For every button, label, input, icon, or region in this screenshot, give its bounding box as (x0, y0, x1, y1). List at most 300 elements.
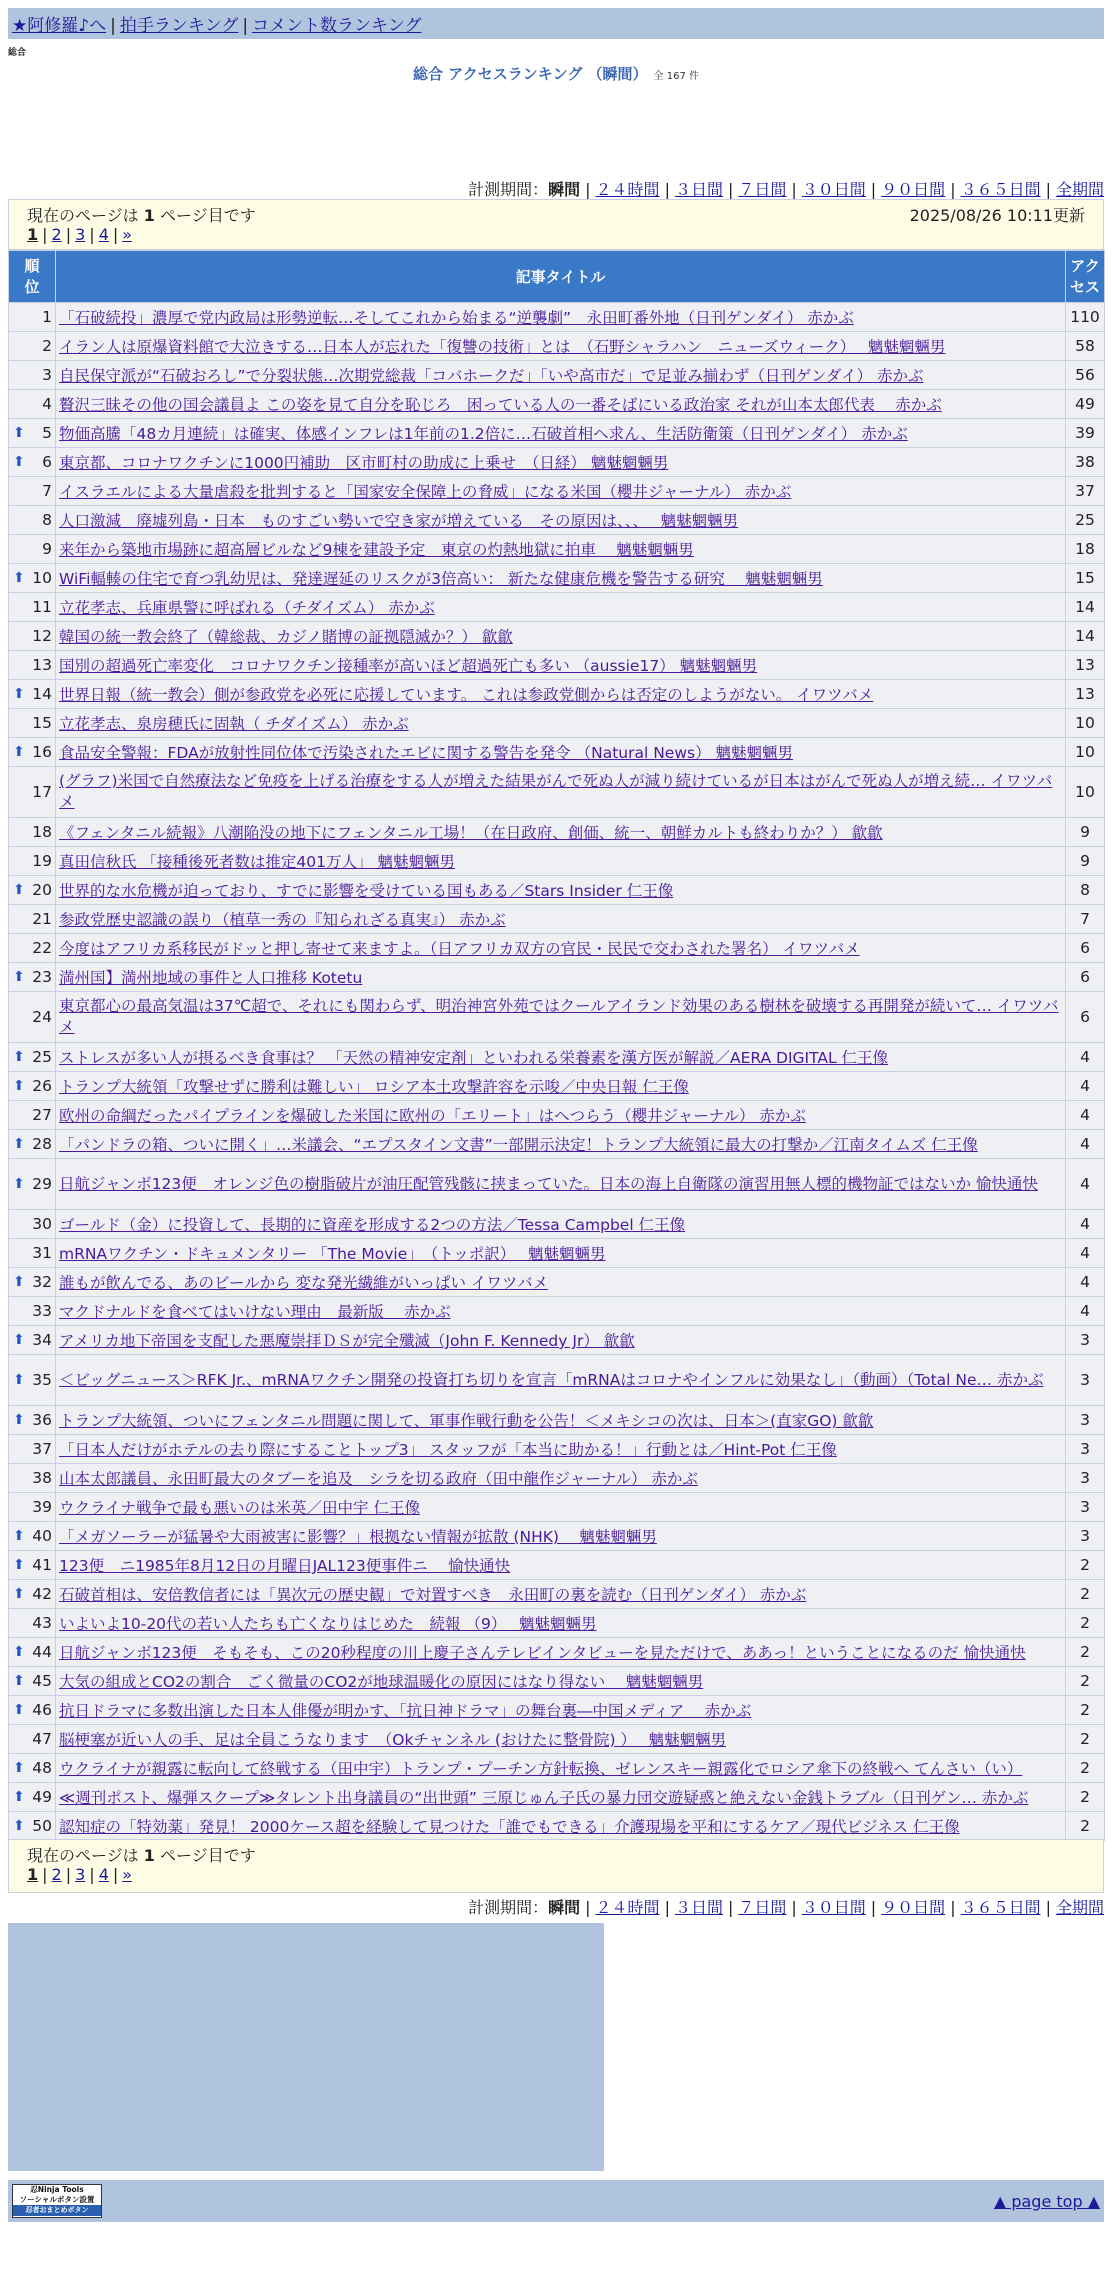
up-arrow-icon: ⬆ (13, 1557, 25, 1573)
table-row (9, 680, 1105, 709)
article-link[interactable]: 自民保守派が“石破おろし”で分裂状態…次期党総裁「コバホークだ」「いや高市だ」で足並み揃わず（日刊ゲンダイ） 赤かぶ (59, 367, 924, 385)
up-arrow-icon: ⬆ (13, 1274, 25, 1290)
rank-number: 47 (32, 1730, 52, 1748)
access-count: 39 (1066, 419, 1105, 448)
up-arrow-icon: ⬆ (13, 1078, 25, 1094)
title-cell (56, 448, 1066, 477)
rank-number: 8 (42, 511, 52, 529)
rank-cell (9, 1725, 56, 1754)
title-cell (56, 1326, 1066, 1355)
rank-cell (9, 1522, 56, 1551)
nav-separator: | (242, 16, 249, 36)
table-row (9, 1522, 1105, 1551)
rank-cell (9, 593, 56, 622)
title-cell (56, 303, 1066, 332)
period-option-link[interactable]: 全期間 (1055, 180, 1104, 199)
up-arrow-icon: ⬆ (13, 1818, 25, 1834)
rank-number: 26 (32, 1077, 52, 1095)
page-link[interactable]: 2 (51, 1865, 62, 1884)
access-count: 15 (1066, 564, 1105, 593)
period-option-link[interactable]: ３０日間 (801, 1898, 866, 1917)
rank-cell (9, 1130, 56, 1159)
current-page-number: 1 (27, 225, 39, 244)
rank-cell (9, 905, 56, 934)
access-count: 3 (1066, 1326, 1105, 1355)
home-link[interactable]: ★阿修羅♪へ (12, 16, 107, 36)
table-row (9, 1783, 1105, 1812)
title-cell (56, 1638, 1066, 1667)
article-link[interactable]: 来年から築地市場跡に超高層ビルなど9棟を建設予定 東京の灼熱地獄に拍車 魑魅魍魎男 (59, 541, 694, 559)
article-link[interactable]: 韓国の統一教会終了（韓総裁、カジノ賭博の証拠隠滅か？） 歙歙 (59, 628, 513, 646)
page-link[interactable]: 3 (75, 225, 86, 244)
article-link[interactable]: 「メガソーラーが猛暑や大雨被害に影響？」根拠ない情報が拡散 (NHK) 魑魅魍魎男 (59, 1528, 657, 1546)
rank-cell (9, 738, 56, 767)
article-link[interactable]: 世界的な水危機が迫っており、すでに影響を受けている国もある／Stars Insider 仁王像 (59, 882, 674, 900)
article-link[interactable]: ストレスが多い人が摂るべき食事は？ 「天然の精神安定剤」といわれる栄養素を漢方医が解説／AERA DIGITAL 仁王像 (59, 1049, 889, 1067)
period-current: 瞬間 (548, 1898, 581, 1917)
rank-cell (9, 1159, 56, 1210)
article-link[interactable]: mRNAワクチン・ドキュメンタリー 「The Movie」 （トッポ訳） 魑魅魍魎男 (59, 1245, 606, 1263)
access-count: 2 (1066, 1754, 1105, 1783)
table-row (9, 1210, 1105, 1239)
title-cell (56, 1754, 1066, 1783)
rank-number: 18 (32, 823, 52, 841)
article-link[interactable]: 「パンドラの箱、ついに開く」…米議会、“エプスタイン文書”一部開示決定！トランプ大統領に最大の打撃か／江南タイムズ 仁王像 (59, 1136, 978, 1154)
article-link[interactable]: 抗日ドラマに多数出演した日本人俳優が明かす、「抗日神ドラマ」の舞台裏―中国メディア 赤かぶ (59, 1702, 752, 1720)
table-row (9, 535, 1105, 564)
title-cell (56, 1406, 1066, 1435)
access-count: 58 (1066, 332, 1105, 361)
page-separator: | (112, 225, 119, 244)
access-count: 4 (1066, 1210, 1105, 1239)
rank-number: 13 (32, 656, 52, 674)
period-option-link[interactable]: ９０日間 (881, 180, 946, 199)
rank-cell (9, 1210, 56, 1239)
article-link[interactable]: 《フェンタニル続報》八潮陥没の地下にフェンタニル工場！（在日政府、創価、統一、朝鮮カルトも終わりか？） 歙歙 (59, 824, 883, 842)
rank-cell (9, 767, 56, 818)
access-count: 2 (1066, 1638, 1105, 1667)
table-row (9, 1812, 1105, 1841)
table-row (9, 506, 1105, 535)
period-separator: | (585, 180, 591, 199)
article-link[interactable]: トランプ大統領「攻撃せずに勝利は難しい」 ロシア本土攻撃許容を示唆／中央日報 仁王像 (59, 1078, 689, 1096)
article-link[interactable]: 認知症の「特効薬」発見！ 2000ケース超を経験して見つけた「誰でもできる」介護現場を平和にするケア／現代ビジネス 仁王像 (59, 1818, 960, 1836)
article-link[interactable]: 立花孝志、兵庫県警に呼ばれる（チダイズム） 赤かぶ (59, 599, 435, 617)
access-count: 38 (1066, 448, 1105, 477)
access-count: 2 (1066, 1812, 1105, 1841)
table-row (9, 767, 1105, 818)
access-count: 6 (1066, 934, 1105, 963)
access-count: 3 (1066, 1464, 1105, 1493)
table-row (9, 1580, 1105, 1609)
page-separator: | (42, 225, 48, 244)
article-link[interactable]: 人口激減 廃墟列島・日本 ものすごい勢いで空き家が増えている その原因は、、、 魑魅魍魎男 (59, 512, 739, 530)
title-cell (56, 709, 1066, 738)
rank-number: 16 (32, 743, 52, 761)
rank-cell (9, 477, 56, 506)
article-link[interactable]: 「日本人だけがホテルの去り際にすることトップ3」 スタッフが「本当に助かる！」行動とは／Hint-Pot 仁王像 (59, 1441, 837, 1459)
rank-number: 46 (32, 1701, 52, 1719)
page-links (27, 1865, 1085, 1889)
pager-top (8, 199, 1104, 250)
period-separator: | (870, 180, 877, 199)
table-row (9, 963, 1105, 992)
table-row (9, 593, 1105, 622)
table-row (9, 1725, 1105, 1754)
rank-cell (9, 1580, 56, 1609)
article-link[interactable]: 国別の超過死亡率変化 コロナワクチン接種率が高いほど超過死亡も多い （aussie17） 魑魅魍魎男 (59, 657, 758, 675)
rank-number: 20 (32, 881, 52, 899)
page-top-link[interactable]: ▲ page top ▲ (993, 2192, 1100, 2211)
period-option-link[interactable]: ３日間 (674, 1898, 723, 1917)
access-count: 2 (1066, 1580, 1105, 1609)
rank-number: 35 (32, 1371, 52, 1389)
title-cell (56, 361, 1066, 390)
period-option-link[interactable]: ２４時間 (595, 1898, 660, 1917)
period-separator: | (585, 1898, 591, 1917)
article-link[interactable]: 満州国】満州地域の事件と人口推移 Kotetu (59, 969, 363, 987)
updated-timestamp: 2025/08/26 10:11更新 (909, 206, 1085, 225)
rank-cell (9, 1239, 56, 1268)
rank-cell (9, 361, 56, 390)
article-link[interactable]: 食品安全警報：FDAが放射性同位体で汚染されたエビに関する警告を発令 （Natural News） 魑魅魍魎男 (59, 744, 794, 762)
rank-number: 24 (32, 1008, 52, 1026)
rank-cell (9, 934, 56, 963)
total-count: 全 167 件 (653, 71, 699, 82)
article-link[interactable]: 大気の組成とCO2の割合 ごく微量のCO2が地球温暖化の原因にはなり得ない 魑魅魍魎男 (59, 1673, 704, 1691)
up-arrow-icon: ⬆ (13, 425, 25, 441)
rank-cell (9, 1435, 56, 1464)
article-link[interactable]: マクドナルドを食べてはいけない理由 最新版 赤かぶ (59, 1303, 451, 1321)
table-row (9, 303, 1105, 332)
article-link[interactable]: 脳梗塞が近い人の手、足は全員こうなります （Okチャンネル (おけたに整骨院) ） 魑魅魍魎男 (59, 1731, 727, 1749)
up-arrow-icon: ⬆ (13, 454, 25, 470)
rank-number: 30 (32, 1215, 52, 1233)
access-count: 4 (1066, 1072, 1105, 1101)
title-cell (56, 1043, 1066, 1072)
rank-number: 44 (32, 1643, 52, 1661)
table-row (9, 1667, 1105, 1696)
up-arrow-icon: ⬆ (13, 1136, 25, 1152)
table-row (9, 738, 1105, 767)
table-row (9, 1406, 1105, 1435)
rank-cell (9, 1101, 56, 1130)
access-count: 9 (1066, 847, 1105, 876)
table-row (9, 1464, 1105, 1493)
article-link[interactable]: 123便 ニ1985年8月12日の月曜日JAL123便事件ニ 愉快通快 (59, 1557, 511, 1575)
article-link[interactable]: 東京都、コロナワクチンに1000円補助 区市町村の助成に上乗せ （日経） 魑魅魍魎男 (59, 454, 669, 472)
period-option-link[interactable]: ３０日間 (801, 180, 866, 199)
rank-cell (9, 1783, 56, 1812)
rank-number: 7 (42, 482, 52, 500)
article-link[interactable]: ゴールド（金）に投資して、長期的に資産を形成する2つの方法／Tessa Campbel 仁王像 (59, 1216, 686, 1234)
rank-cell (9, 1812, 56, 1841)
table-row (9, 1072, 1105, 1101)
article-link[interactable]: 山本太郎議員、永田町最大のタブーを追及 シラを切る政府（田中龍作ジャーナル） 赤かぶ (59, 1470, 698, 1488)
rank-cell (9, 876, 56, 905)
access-count: 3 (1066, 1522, 1105, 1551)
table-row (9, 1435, 1105, 1464)
period-separator: | (791, 1898, 797, 1917)
title-cell (56, 1551, 1066, 1580)
rank-number: 48 (32, 1759, 52, 1777)
article-link[interactable]: ≪週刊ポスト、爆弾スクープ≫タレント出身議員の“出世頭” 三原じゅん子氏の暴力団交遊疑惑と絶えない金銭トラブル（日刊ゲン… 赤かぶ (59, 1789, 1029, 1807)
ninja-logo-text: 忍Ninja Tools (30, 2185, 84, 2194)
article-link[interactable]: ウクライナが親露に転向して終戦する（田中宇）トランプ・プーチン方針転換、ゼレンスキー親露化でロシア傘下の終戦へ てんさい（い） (59, 1760, 1023, 1778)
rank-number: 22 (32, 939, 52, 957)
article-link[interactable]: トランプ大統領、ついにフェンタニル問題に関して、軍事作戦行動を公告！＜メキシコの次は、日本＞(直家GO) 歙歙 (59, 1412, 874, 1430)
table-row (9, 1239, 1105, 1268)
access-count: 3 (1066, 1493, 1105, 1522)
access-count: 10 (1066, 709, 1105, 738)
title-cell (56, 963, 1066, 992)
period-option-link[interactable]: ７日間 (738, 1898, 787, 1917)
article-link[interactable]: WiFi輻輳の住宅で育つ乳幼児は、発達遅延のリスクが3倍高い： 新たな健康危機を警告する研究 魑魅魍魎男 (59, 570, 823, 588)
title-cell (56, 1696, 1066, 1725)
rank-number: 19 (32, 852, 52, 870)
top-nav (8, 8, 1104, 39)
title-cell (56, 738, 1066, 767)
rank-number: 40 (32, 1527, 52, 1545)
access-count: 4 (1066, 1130, 1105, 1159)
rank-number: 14 (32, 685, 52, 703)
title-cell (56, 1072, 1066, 1101)
table-row (9, 992, 1105, 1043)
period-separator: | (791, 180, 797, 199)
rank-cell (9, 506, 56, 535)
page-link[interactable]: 3 (75, 1865, 86, 1884)
title-cell (56, 1493, 1066, 1522)
rank-number: 50 (32, 1817, 52, 1835)
article-link[interactable]: 物価高騰「48カ月連続」は確実、体感インフレは1年前の1.2倍に…石破首相へ求ん、生活防衛策（日刊ゲンダイ） 赤かぶ (59, 425, 908, 443)
ninja-social-button[interactable] (12, 2184, 102, 2218)
title-cell (56, 1783, 1066, 1812)
period-option-link[interactable]: ７日間 (738, 180, 787, 199)
period-separator: | (664, 180, 670, 199)
access-count: 2 (1066, 1609, 1105, 1638)
rank-number: 43 (32, 1614, 52, 1632)
article-link[interactable]: 贅沢三昧その他の国会議員よ この姿を見て自分を恥じろ 困っている人の一番そばにいる政治家 それが山本太郎代表 赤かぶ (59, 396, 942, 414)
period-option-link[interactable]: ３日間 (674, 180, 723, 199)
rank-number: 17 (32, 783, 52, 801)
rank-cell (9, 1406, 56, 1435)
rank-number: 33 (32, 1302, 52, 1320)
article-link[interactable]: 誰もが飲んでる、あのビールから 変な発光繊維がいっぱい イワツバメ (59, 1274, 549, 1292)
access-count: 4 (1066, 1043, 1105, 1072)
rank-cell (9, 1326, 56, 1355)
access-count: 10 (1066, 738, 1105, 767)
up-arrow-icon: ⬆ (13, 1049, 25, 1065)
page-separator: | (89, 225, 95, 244)
access-count: 10 (1066, 767, 1105, 818)
up-arrow-icon: ⬆ (13, 1644, 25, 1660)
article-link[interactable]: ＜ビッグニュース＞RFK Jr.、mRNAワクチン開発の投資打ち切りを宣言「mRNAはコロナやインフルに効果なし」（動画）（Total Ne… 赤かぶ (59, 1370, 1044, 1389)
current-page-text: 現在のページは 1 ページ目です (27, 1846, 256, 1865)
pager-bottom (8, 1839, 1104, 1893)
title-cell (56, 1210, 1066, 1239)
col-title-header: 記事タイトル (56, 251, 1066, 303)
rank-number: 21 (32, 910, 52, 928)
page-separator: | (112, 1865, 119, 1884)
title-cell (56, 934, 1066, 963)
article-link[interactable]: (グラフ)米国で自然療法など免疫を上げる治療をする人が増えた結果がんで死ぬ人が減り続けているが日本はがんで死ぬ人が増え続… イワツバメ (59, 772, 1053, 811)
rank-cell (9, 535, 56, 564)
access-count: 3 (1066, 1435, 1105, 1464)
article-link[interactable]: イラン人は原爆資料館で大泣きする…日本人が忘れた「復讐の技術」とは （石野シャラハン ニューズウィーク） 魑魅魍魎男 (59, 338, 946, 356)
period-separator: | (950, 180, 956, 199)
rank-number: 2 (42, 337, 52, 355)
comment-ranking-link[interactable]: コメント数ランキング (252, 16, 422, 36)
nav-separator: | (110, 16, 116, 36)
title-cell (56, 1580, 1066, 1609)
rank-number: 36 (32, 1411, 52, 1429)
rank-cell (9, 963, 56, 992)
access-count: 3 (1066, 1355, 1105, 1406)
table-row (9, 361, 1105, 390)
article-link[interactable]: 日航ジャンボ123便 そもそも、この20秒程度の川上慶子さんテレビインタビューを見ただけで、ああっ！ということになるのだ 愉快通快 (59, 1644, 1026, 1662)
access-count: 37 (1066, 477, 1105, 506)
rank-number: 9 (42, 540, 52, 558)
access-count: 2 (1066, 1696, 1105, 1725)
rank-cell (9, 1609, 56, 1638)
access-count: 2 (1066, 1667, 1105, 1696)
rank-number: 45 (32, 1672, 52, 1690)
period-option-link[interactable]: 全期間 (1055, 1898, 1104, 1917)
table-row (9, 477, 1105, 506)
table-row (9, 1101, 1105, 1130)
title-cell (56, 390, 1066, 419)
table-row (9, 1609, 1105, 1638)
article-link[interactable]: 「石破続投」濃厚で党内政局は形勢逆転…そしてこれから始まる“逆襲劇” 永田町番外地（日刊ゲンダイ） 赤かぶ (59, 309, 854, 327)
period-option-link[interactable]: ３６５日間 (960, 180, 1041, 199)
title-cell (56, 1725, 1066, 1754)
title-cell (56, 1159, 1066, 1210)
title-cell (56, 477, 1066, 506)
title-cell (56, 506, 1066, 535)
article-link[interactable]: アメリカ地下帝国を支配した悪魔崇拝ＤＳが完全殲滅（John F. Kennedy Jr） 歙歙 (59, 1332, 635, 1350)
table-row (9, 622, 1105, 651)
period-label: 計測期間： (468, 1898, 549, 1917)
article-link[interactable]: イスラエルによる大量虐殺を批判すると「国家安全保障上の脅威」になる米国（櫻井ジャーナル） 赤かぶ (59, 483, 792, 501)
rank-cell (9, 390, 56, 419)
title-cell (56, 564, 1066, 593)
title-cell (56, 1812, 1066, 1841)
rank-cell (9, 1043, 56, 1072)
article-link[interactable]: 参政党歴史認識の誤り（植草一秀の『知られざる真実』） 赤かぶ (59, 911, 506, 929)
title-cell (56, 767, 1066, 818)
access-count: 2 (1066, 1783, 1105, 1812)
title-cell (56, 1268, 1066, 1297)
table-row (9, 1493, 1105, 1522)
col-rank-header: 順位 (9, 251, 56, 303)
title-cell (56, 622, 1066, 651)
rank-cell (9, 1638, 56, 1667)
rank-cell (9, 680, 56, 709)
up-arrow-icon: ⬆ (13, 1702, 25, 1718)
table-row (9, 1551, 1105, 1580)
table-row (9, 1043, 1105, 1072)
rank-number: 15 (32, 714, 52, 732)
access-count: 49 (1066, 390, 1105, 419)
category-label: 総合 (8, 48, 27, 58)
up-arrow-icon: ⬆ (13, 1176, 25, 1192)
title-cell (56, 1130, 1066, 1159)
article-link[interactable]: 世界日報（統一教会）側が参政党を必死に応援しています。 これは参政党側からは否定のしようがない。 イワツバメ (59, 686, 874, 704)
access-count: 9 (1066, 818, 1105, 847)
article-link[interactable]: ウクライナ戦争で最も悪いのは米英／田中宇 仁王像 (59, 1499, 420, 1517)
table-row (9, 934, 1105, 963)
up-arrow-icon: ⬆ (13, 1673, 25, 1689)
up-arrow-icon: ⬆ (13, 1372, 25, 1388)
period-selector (468, 177, 1104, 200)
rank-cell (9, 1551, 56, 1580)
col-access-header: アクセス (1066, 251, 1105, 303)
page-link[interactable]: 4 (98, 1865, 109, 1884)
period-separator: | (727, 180, 734, 199)
rank-cell (9, 1696, 56, 1725)
article-link[interactable]: いよいよ10-20代の若い人たちも亡くなりはじめた 続報 （9） 魑魅魍魎男 (59, 1615, 597, 1633)
page-title-text: 総合 アクセスランキング （瞬間） (413, 65, 648, 83)
table-row (9, 390, 1105, 419)
period-option-link[interactable]: ２４時間 (595, 180, 660, 199)
article-link[interactable]: 立花孝志、泉房穂氏に固執（ チダイズム） 赤かぶ (59, 715, 409, 733)
rank-cell (9, 332, 56, 361)
rank-number: 27 (32, 1106, 52, 1124)
up-arrow-icon: ⬆ (13, 686, 25, 702)
applause-ranking-link[interactable]: 拍手ランキング (119, 16, 239, 36)
rank-cell (9, 1493, 56, 1522)
article-link[interactable]: 日航ジャンボ123便 オレンジ色の樹脂破片が油圧配管残骸に挟まっていた。日本の海上自衛隊の演習用無人標的機物証ではないか 愉快通快 (59, 1174, 1038, 1193)
article-link[interactable]: 欧州の命綱だったパイプラインを爆破した米国に欧州の「エリート」はへつらう（櫻井ジャーナル） 赤かぶ (59, 1107, 806, 1125)
table-row (9, 1297, 1105, 1326)
access-count: 2 (1066, 1551, 1105, 1580)
ad-placeholder (8, 1923, 604, 2171)
table-row (9, 564, 1105, 593)
article-link[interactable]: 石破首相は、安倍教信者には「異次元の歴史観」で対置すべき 永田町の裏を読む（日刊ゲンダイ） 赤かぶ (59, 1586, 807, 1604)
period-separator: | (950, 1898, 956, 1917)
page-link[interactable]: 2 (51, 225, 62, 244)
period-option-link[interactable]: ３６５日間 (960, 1898, 1041, 1917)
rank-cell (9, 564, 56, 593)
title-cell (56, 1609, 1066, 1638)
rank-number: 49 (32, 1788, 52, 1806)
table-row (9, 448, 1105, 477)
period-option-link[interactable]: ９０日間 (881, 1898, 946, 1917)
rank-cell (9, 1667, 56, 1696)
access-count: 6 (1066, 992, 1105, 1043)
next-page-link[interactable]: » (122, 225, 133, 244)
table-row (9, 1268, 1105, 1297)
title-cell (56, 1101, 1066, 1130)
table-row (9, 905, 1105, 934)
up-arrow-icon: ⬆ (13, 882, 25, 898)
article-link[interactable]: 東京都心の最高気温は37℃超で、それにも関わらず、明治神宮外苑ではクールアイランド効果のある樹林を破壊する再開発が続いて… イワツバメ (59, 997, 1059, 1036)
rank-number: 31 (32, 1244, 52, 1262)
access-count: 13 (1066, 680, 1105, 709)
article-link[interactable]: 今度はアフリカ系移民がドッと押し寄せて来ますよ。（日アフリカ双方の官民・民民で交わされた署名） イワツバメ (59, 940, 860, 958)
article-link[interactable]: 真田信秋氏 「接種後死者数は推定401万人」 魑魅魍魎男 (59, 853, 455, 871)
page-link[interactable]: 4 (98, 225, 109, 244)
access-count: 3 (1066, 1406, 1105, 1435)
access-count: 4 (1066, 1297, 1105, 1326)
page-links (27, 225, 1085, 249)
rank-number: 39 (32, 1498, 52, 1516)
access-count: 4 (1066, 1239, 1105, 1268)
table-row (9, 709, 1105, 738)
next-page-link[interactable]: » (122, 1865, 133, 1884)
rank-number: 34 (32, 1331, 52, 1349)
ranking-table (8, 250, 1105, 1841)
